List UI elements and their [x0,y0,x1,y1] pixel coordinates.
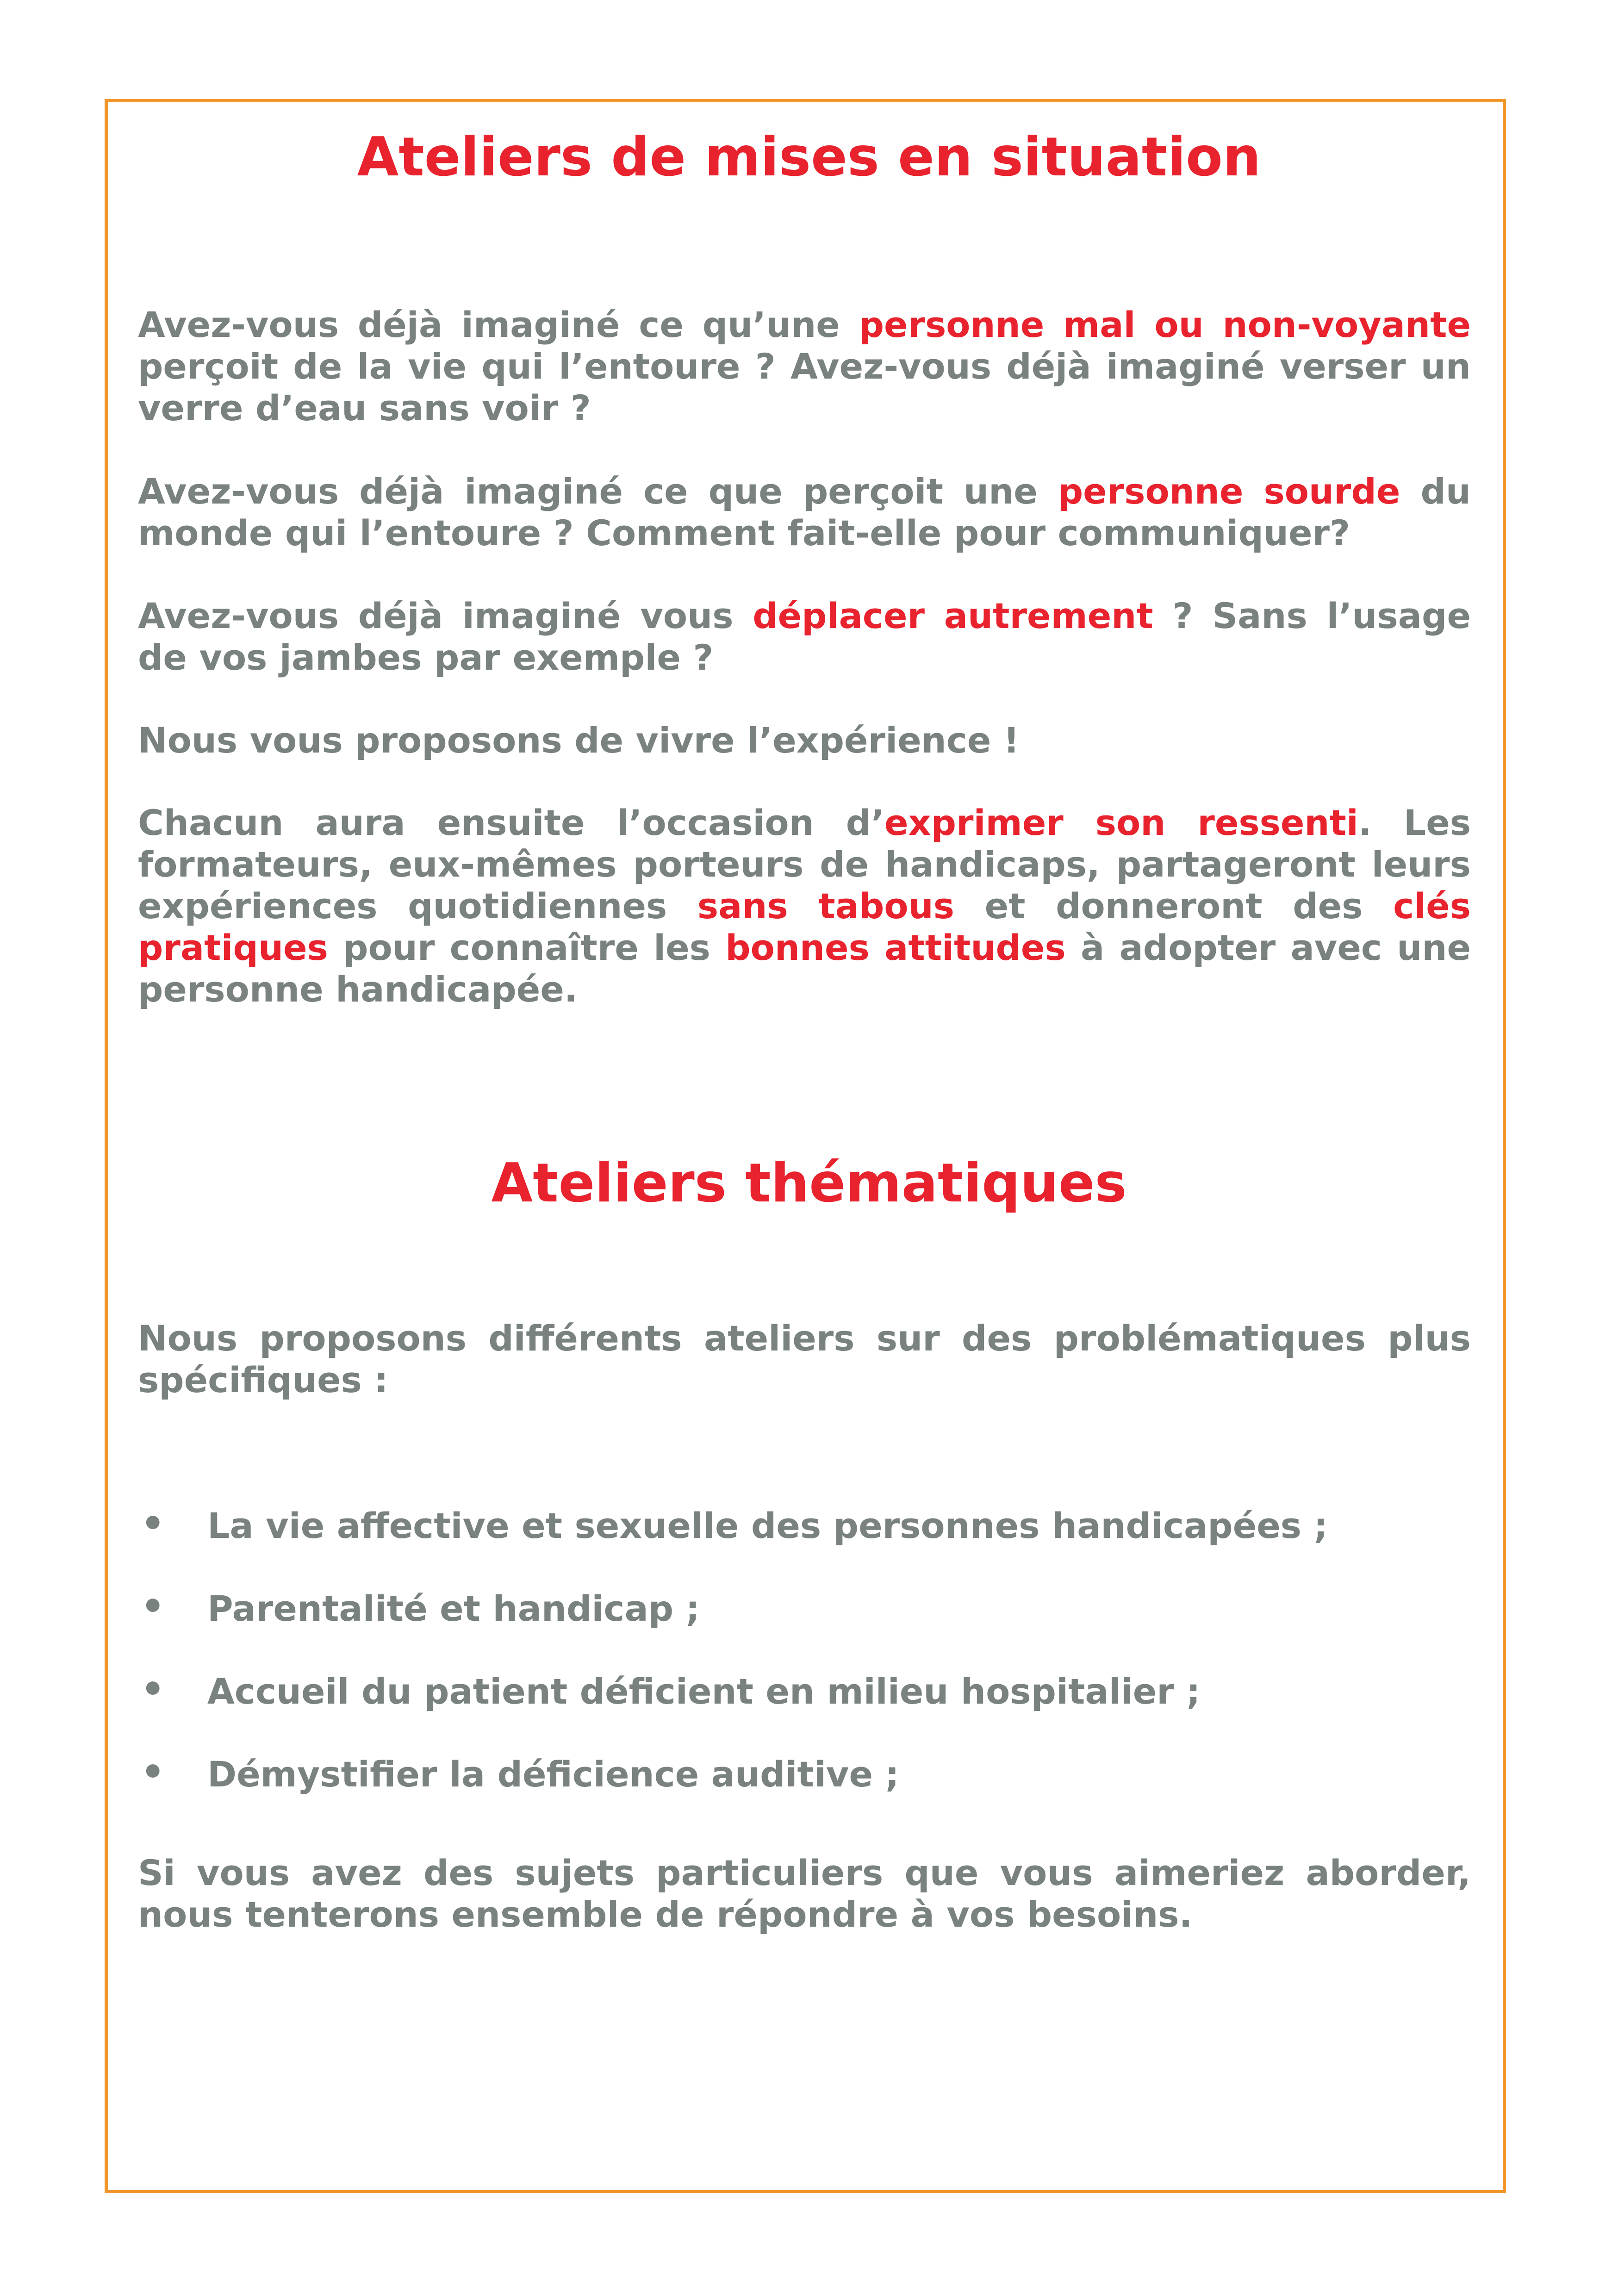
highlight-cles-pratiques: clés pratiques [138,885,1471,968]
paragraph-mobility: Avez-vous déjà imaginé vous déplacer autrement ? Sans l’usage de vos jambes par exemple ? [138,595,1471,678]
highlight-ressenti: exprimer son ressenti [884,802,1358,843]
paragraph-experience: Nous vous proposons de vivre l’expérience ! [138,720,1020,761]
paragraph-closing: Si vous avez des sujets particuliers que vous aimeriez aborder, nous tenterons ensemble de répondre à vos besoins. [138,1852,1471,1935]
paragraph-visual: Avez-vous déjà imaginé ce qu’une personne mal ou non-voyante perçoit de la vie qui l’entoure ? Avez-vous déjà imaginé verser un verre d’eau sans voir ? [138,304,1471,429]
section-title-thematiques: Ateliers thématiques [491,1152,1127,1214]
bullet-icon: • [141,1668,165,1711]
paragraph-hearing: Avez-vous déjà imaginé ce que perçoit une personne sourde du monde qui l’entoure ? Comment fait-elle pour communiquer? [138,471,1471,554]
highlight-sans-tabous: sans tabous [697,885,954,927]
highlight-mobility: déplacer autrement [753,595,1153,636]
bullet-icon: • [141,1585,165,1629]
paragraph-themes-intro: Nous proposons différents ateliers sur des problématiques plus spécifiques : [138,1318,1471,1400]
bullet-icon: • [141,1502,165,1546]
paragraph-ressenti: Chacun aura ensuite l’occasion d’exprimer son ressenti. Les formateurs, eux-mêmes porteurs de handicaps, partageront leurs expériences quotidiennes sans tabous et donneront des clés pratiques pour connaître les bonnes attitudes à adopter avec une personne handicapée. [138,802,1471,1010]
section-title-mises-en-situation: Ateliers de mises en situation [357,126,1261,188]
highlight-hearing: personne sourde [1058,471,1400,512]
highlight-visual: personne mal ou non-voyante [859,304,1471,345]
bullet-icon: • [141,1750,165,1794]
highlight-bonnes-attitudes: bonnes attitudes [725,927,1066,968]
